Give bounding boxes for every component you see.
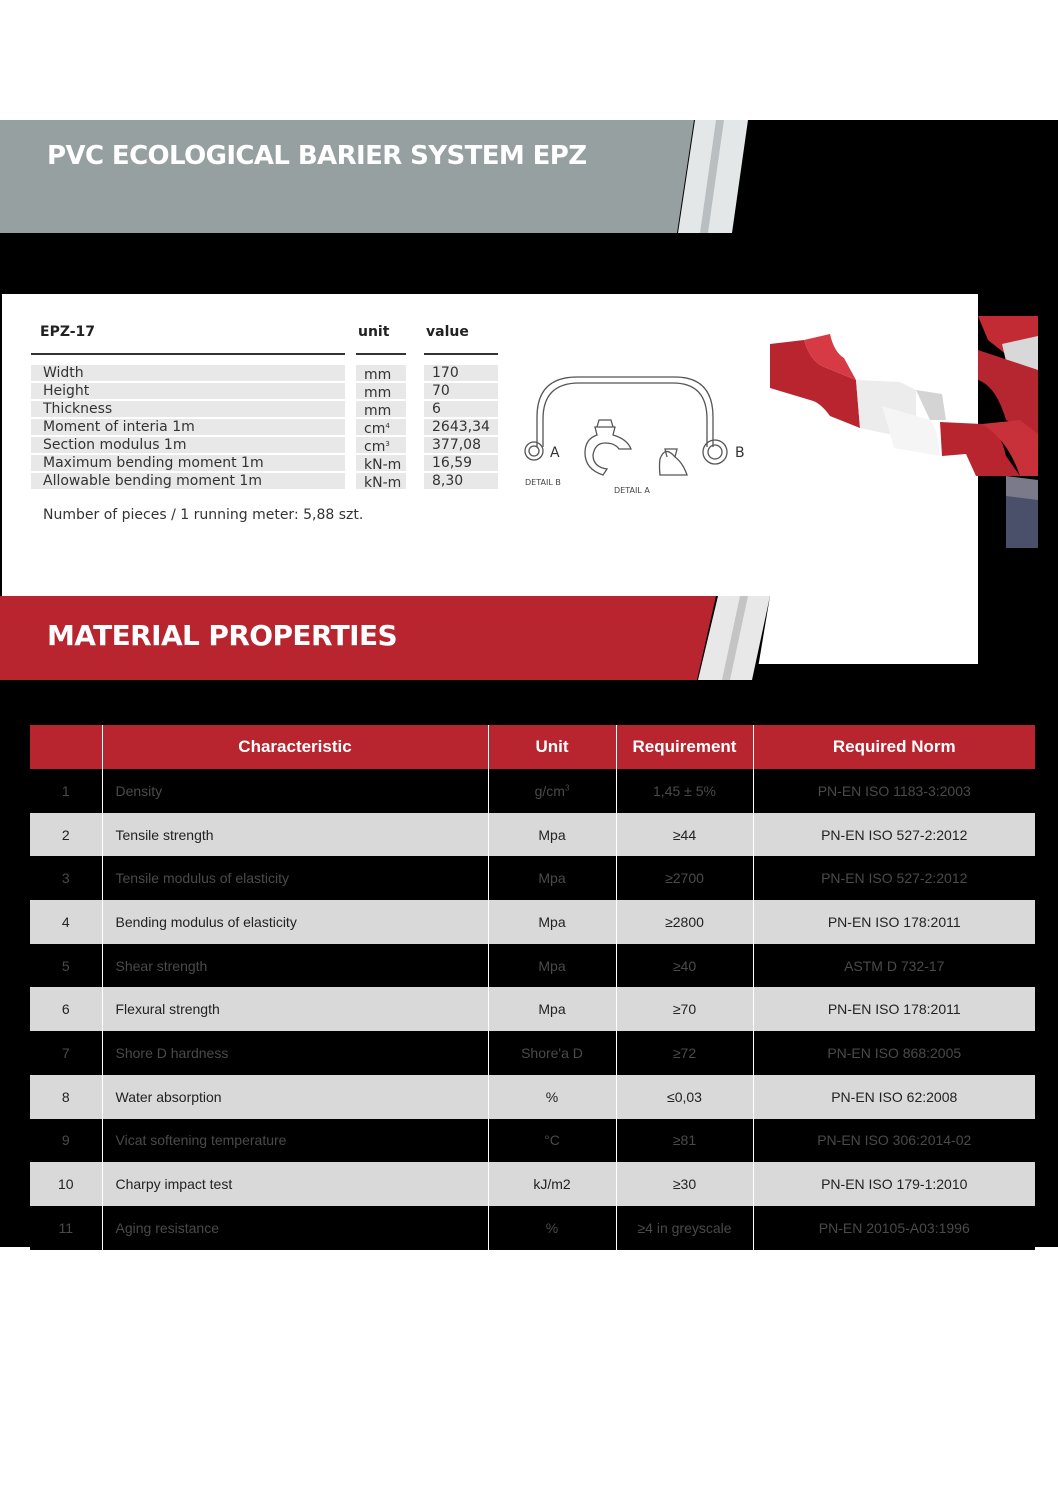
table-row <box>30 1162 1035 1206</box>
table-row <box>30 987 1035 1031</box>
cell-requirement: ≥44 <box>616 813 753 857</box>
unit-text: °C <box>544 1132 560 1149</box>
cell-characteristic: Water absorption <box>102 1075 488 1119</box>
table-row <box>30 1031 1035 1075</box>
spec-row-unit <box>364 367 391 383</box>
cell-unit <box>488 769 616 813</box>
spec-unit-superscript: 4 <box>385 422 390 430</box>
cell-unit <box>488 1075 616 1119</box>
cell-characteristic: Shear strength <box>102 944 488 988</box>
cell-norm: PN-EN ISO 527-2:2012 <box>753 813 1035 857</box>
unit-text: Mpa <box>538 957 566 974</box>
cell-requirement: ≥4 in greyscale <box>616 1206 753 1250</box>
table-row <box>30 944 1035 988</box>
spec-row-value: 70 <box>432 383 450 399</box>
unit-superscript: 3 <box>564 783 570 793</box>
cell-unit <box>488 1206 616 1250</box>
cell-norm: PN-EN ISO 62:2008 <box>753 1075 1035 1119</box>
cell-requirement: ≥2700 <box>616 856 753 900</box>
header-characteristic: Characteristic <box>102 725 488 769</box>
cell-characteristic: Vicat softening temperature <box>102 1119 488 1163</box>
spec-row-unit <box>364 385 391 401</box>
page-title: PVC ECOLOGICAL BARIER SYSTEM EPZ <box>47 141 587 171</box>
cell-unit <box>488 1162 616 1206</box>
cell-requirement: ≤0,03 <box>616 1075 753 1119</box>
unit-text: % <box>545 1219 559 1236</box>
cell-norm: PN-EN ISO 1183-3:2003 <box>753 769 1035 813</box>
unit-text: g/cm <box>534 782 565 799</box>
spec-unit-text: mm <box>364 385 392 401</box>
cell-number: 4 <box>30 900 102 944</box>
spec-unit-text: kN-m <box>364 457 402 473</box>
cell-number: 3 <box>30 856 102 900</box>
unit-text: Mpa <box>538 1001 566 1018</box>
cell-unit <box>488 813 616 857</box>
cell-norm: PN-EN ISO 306:2014-02 <box>753 1119 1035 1163</box>
spec-unit-text: cm <box>364 421 386 437</box>
spec-row-unit <box>364 475 401 491</box>
spec-row-label: Thickness <box>43 401 113 417</box>
profile-drawing <box>515 365 755 505</box>
spec-row-label: Moment of interia 1m <box>43 419 195 435</box>
spec-row-label: Height <box>43 383 90 399</box>
cell-characteristic: Tensile modulus of elasticity <box>102 856 488 900</box>
spec-unit-text: mm <box>364 403 392 419</box>
spec-row-value: 6 <box>432 401 441 417</box>
header-required-norm: Required Norm <box>753 725 1035 769</box>
cell-unit <box>488 1031 616 1075</box>
cell-requirement: ≥40 <box>616 944 753 988</box>
cell-unit <box>488 900 616 944</box>
spec-row-label: Allowable bending moment 1m <box>43 473 262 489</box>
cell-norm: PN-EN ISO 527-2:2012 <box>753 856 1035 900</box>
spec-row-label: Maximum bending moment 1m <box>43 455 264 471</box>
cell-number: 11 <box>30 1206 102 1250</box>
spec-row-value: 16,59 <box>432 455 473 471</box>
cell-characteristic: Density <box>102 769 488 813</box>
table-row <box>30 813 1035 857</box>
spec-row-value: 377,08 <box>432 437 481 453</box>
header-requirement: Requirement <box>616 725 753 769</box>
unit-text: Mpa <box>538 913 566 930</box>
unit-text: Mpa <box>538 870 566 887</box>
cell-number: 7 <box>30 1031 102 1075</box>
spec-row-unit <box>364 457 401 473</box>
spec-row-value: 170 <box>432 365 459 381</box>
spec-row-unit <box>364 421 390 437</box>
cell-requirement: ≥30 <box>616 1162 753 1206</box>
cell-unit <box>488 856 616 900</box>
cell-number: 2 <box>30 813 102 857</box>
cell-requirement: ≥72 <box>616 1031 753 1075</box>
unit-text: Mpa <box>538 826 566 843</box>
header-unit: Unit <box>488 725 616 769</box>
detail-b-label: DETAIL B <box>525 478 561 487</box>
spec-divider <box>424 353 498 355</box>
material-title: MATERIAL PROPERTIES <box>47 619 398 652</box>
cell-norm: PN-EN 20105-A03:1996 <box>753 1206 1035 1250</box>
product-image <box>770 316 1038 548</box>
spec-row-unit <box>364 403 391 419</box>
spec-unit-text: mm <box>364 367 392 383</box>
cell-number: 10 <box>30 1162 102 1206</box>
cell-number: 9 <box>30 1119 102 1163</box>
cell-requirement: ≥81 <box>616 1119 753 1163</box>
cell-norm: PN-EN ISO 178:2011 <box>753 900 1035 944</box>
cell-characteristic: Bending modulus of elasticity <box>102 900 488 944</box>
drawing-label-a: A <box>550 445 560 461</box>
pieces-note: Number of pieces / 1 running meter: 5,88 szt. <box>43 507 364 523</box>
table-row <box>30 1206 1035 1250</box>
unit-text: % <box>545 1088 559 1105</box>
cell-characteristic: Shore D hardness <box>102 1031 488 1075</box>
table-header-row <box>30 725 1035 769</box>
spec-model-label: EPZ-17 <box>40 324 96 340</box>
cell-norm: PN-EN ISO 179-1:2010 <box>753 1162 1035 1206</box>
spec-unit-text: cm <box>364 439 386 455</box>
header-banner <box>0 120 760 233</box>
unit-text: kJ/m2 <box>533 1176 571 1193</box>
cell-unit <box>488 944 616 988</box>
table-row <box>30 1075 1035 1119</box>
cell-norm: PN-EN ISO 178:2011 <box>753 987 1035 1031</box>
drawing-label-b: B <box>735 445 745 461</box>
table-row <box>30 856 1035 900</box>
spec-unit-header: unit <box>358 324 390 340</box>
header-number <box>30 725 102 769</box>
spec-unit-superscript: 3 <box>385 440 390 448</box>
cell-characteristic: Tensile strength <box>102 813 488 857</box>
spec-value-header: value <box>426 324 469 340</box>
cell-number: 6 <box>30 987 102 1031</box>
spec-row-unit <box>364 439 390 455</box>
cell-norm: PN-EN ISO 868:2005 <box>753 1031 1035 1075</box>
cell-characteristic: Aging resistance <box>102 1206 488 1250</box>
cell-unit <box>488 1119 616 1163</box>
table-row <box>30 769 1035 813</box>
cell-requirement: 1,45 ± 5% <box>616 769 753 813</box>
cell-number: 1 <box>30 769 102 813</box>
cell-characteristic: Flexural strength <box>102 987 488 1031</box>
cell-characteristic: Charpy impact test <box>102 1162 488 1206</box>
cell-unit <box>488 987 616 1031</box>
unit-text: Shore'a D <box>521 1044 583 1061</box>
table-row <box>30 900 1035 944</box>
detail-a-label: DETAIL A <box>614 486 650 495</box>
spec-row-label: Width <box>43 365 84 381</box>
spec-row-label: Section modulus 1m <box>43 437 187 453</box>
material-properties-table <box>30 725 1035 1250</box>
cell-requirement: ≥2800 <box>616 900 753 944</box>
spec-unit-text: kN-m <box>364 475 402 491</box>
cell-requirement: ≥70 <box>616 987 753 1031</box>
spec-divider <box>356 353 406 355</box>
cell-number: 5 <box>30 944 102 988</box>
spec-row-value: 8,30 <box>432 473 464 489</box>
spec-row-value: 2643,34 <box>432 419 490 435</box>
cell-number: 8 <box>30 1075 102 1119</box>
cell-norm: ASTM D 732-17 <box>753 944 1035 988</box>
spec-divider <box>31 353 345 355</box>
table-row <box>30 1119 1035 1163</box>
